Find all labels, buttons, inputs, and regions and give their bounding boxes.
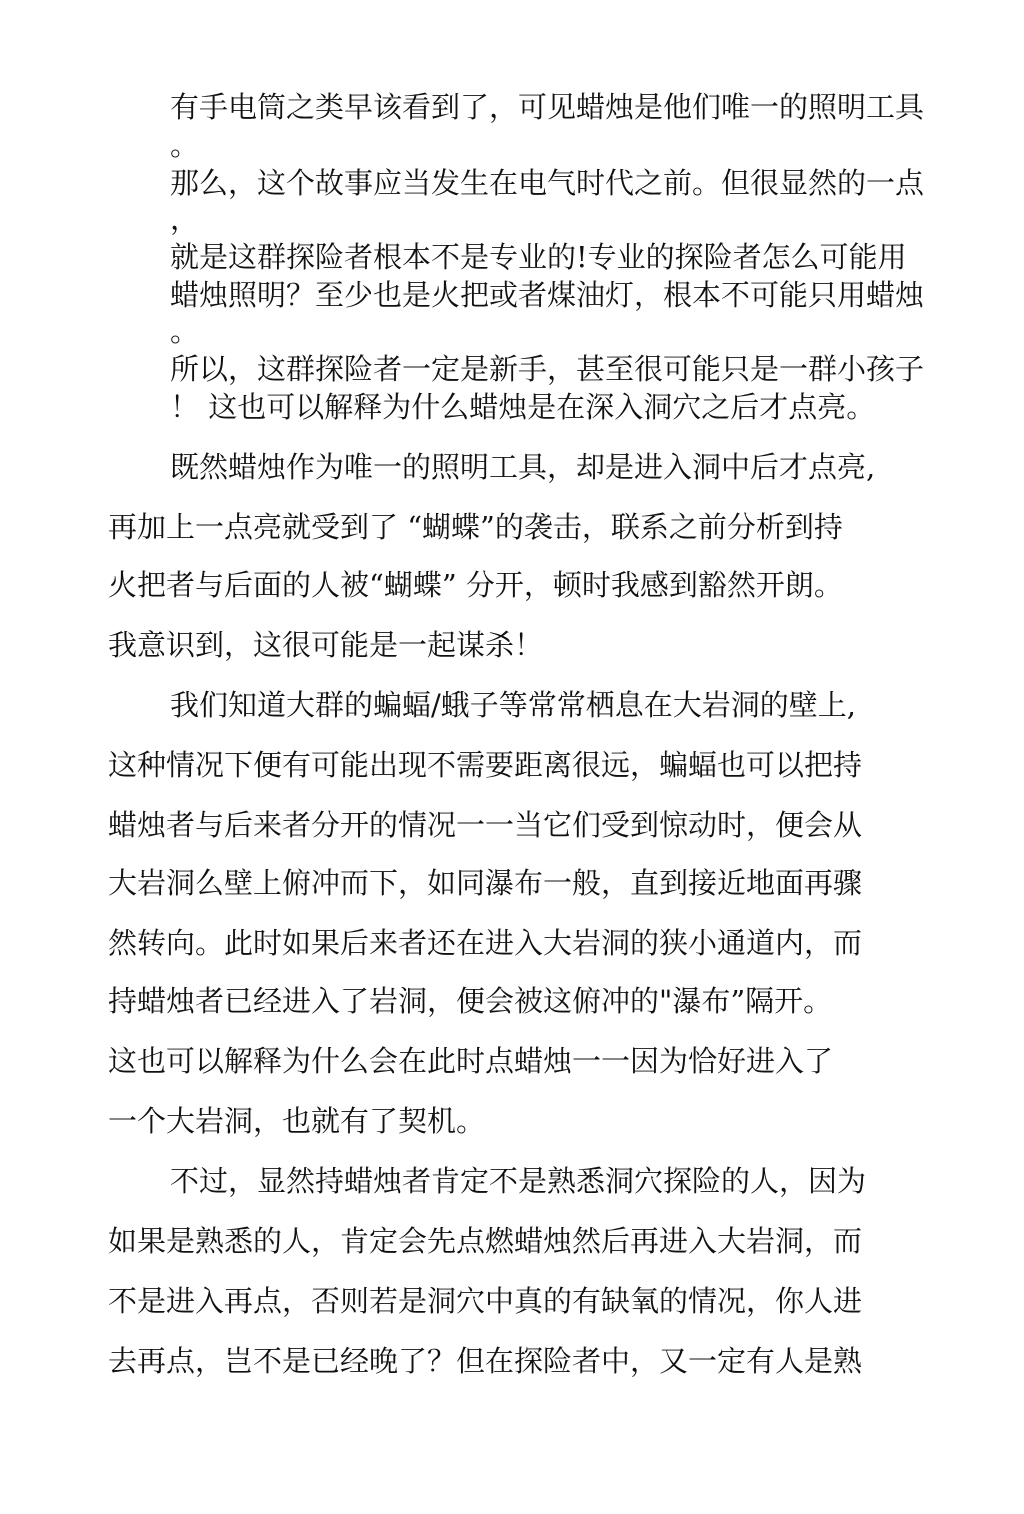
text-line: 这种情况下便有可能出现不需要距离很远，蝙蝠也可以把持 <box>108 748 863 782</box>
text-line: 再加上一点亮就受到了 “蝴蝶”的袭击，联系之前分析到持 <box>108 510 843 544</box>
text-line: 不是进入再点，否则若是洞穴中真的有缺氧的情况，你人进 <box>108 1284 863 1318</box>
text-line: 有手电筒之类早该看到了，可见蜡烛是他们唯一的照明工具 <box>170 90 925 124</box>
text-line: 就是这群探险者根本不是专业的!专业的探险者怎么可能用 <box>170 240 907 274</box>
text-line: 这也可以解释为什么会在此时点蜡烛一一因为恰好进入了 <box>108 1044 834 1078</box>
text-line: 然转向。此时如果后来者还在进入大岩洞的狭小通道内，而 <box>108 926 863 960</box>
text-line: 火把者与后面的人被“蝴蝶” 分开，顿时我感到豁然开朗。 <box>108 568 843 602</box>
text-line: 持蜡烛者已经进入了岩洞，便会被这俯冲的"瀑布”隔开。 <box>108 984 833 1018</box>
text-line: 。 <box>170 314 200 348</box>
text-line: 蜡烛照明？至少也是火把或者煤油灯，根本不可能只用蜡烛 <box>170 278 925 312</box>
paragraph-first-line: 不过，显然持蜡烛者肯定不是熟悉洞穴探险的人，因为 <box>170 1164 867 1198</box>
paragraph-first-line: 我们知道大群的蝙蝠/蛾子等常常栖息在大岩洞的壁上, <box>170 688 856 722</box>
text-line: 那么，这个故事应当发生在电气时代之前。但很显然的一点 <box>170 166 925 200</box>
text-line: 一个大岩洞，也就有了契机。 <box>108 1104 486 1138</box>
text-line: 。 <box>170 128 200 162</box>
text-line: 去再点，岂不是已经晚了？但在探险者中，又一定有人是熟 <box>108 1344 863 1378</box>
paragraph-first-line: 既然蜡烛作为唯一的照明工具，却是进入洞中后才点亮, <box>170 450 876 484</box>
text-line: 大岩洞么壁上俯冲而下，如同瀑布一般，直到接近地面再骤 <box>108 866 863 900</box>
text-line: 所以，这群探险者一定是新手，甚至很可能只是一群小孩子 <box>170 352 925 386</box>
text-line: ， <box>170 202 200 236</box>
text-line: 我意识到，这很可能是一起谋杀！ <box>108 628 544 662</box>
text-line: 如果是熟悉的人，肯定会先点燃蜡烛然后再进入大岩洞，而 <box>108 1224 863 1258</box>
text-line: ！ 这也可以解释为什么蜡烛是在深入洞穴之后才点亮。 <box>170 390 876 424</box>
text-line: 蜡烛者与后来者分开的情况一一当它们受到惊动时，便会从 <box>108 808 863 842</box>
